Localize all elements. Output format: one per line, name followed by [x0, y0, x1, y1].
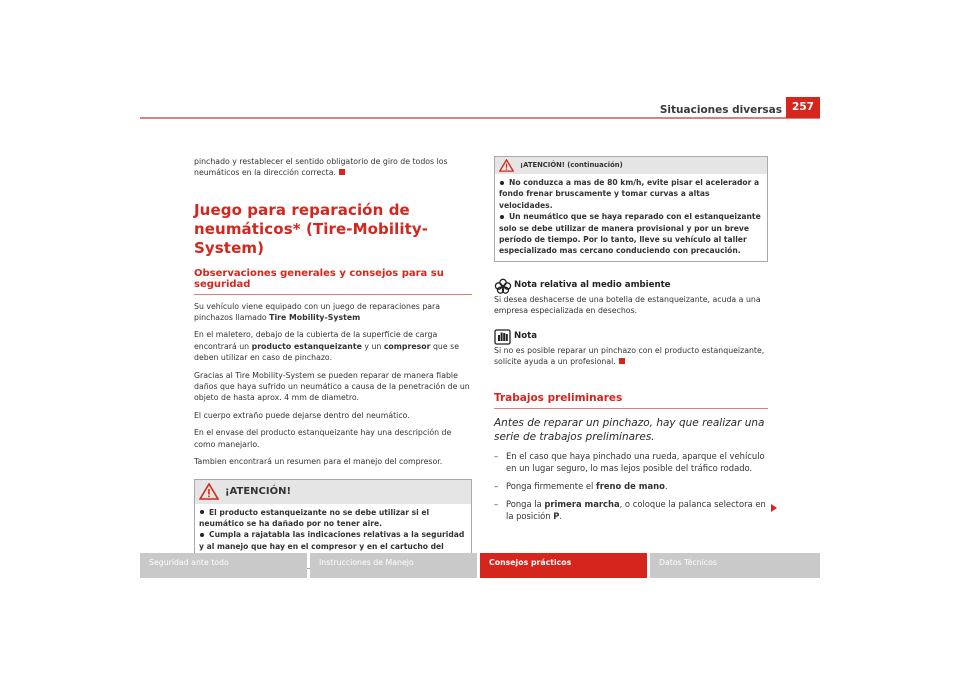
bullet-icon — [500, 181, 504, 185]
warning-item: Cumpla a rajatabla las indicaciones relativas a la seguridad y al manejo que hay en el compresor y en el cartucho del — [199, 530, 465, 551]
note-text: Si no es posible reparar un pinchazo con el producto estanqueizante, solicite ayuda a un profesional. — [494, 345, 765, 367]
step-item: – Ponga la primera marcha, o coloque la palanca selectora en la posición P. — [494, 498, 766, 521]
section-title: Situaciones diversas — [659, 104, 782, 116]
preliminary-intro: Antes de reparar un pinchazo, hay que realizar una serie de trabajos preliminares. — [494, 416, 765, 443]
end-of-section-icon — [339, 169, 345, 175]
warning-item: El producto estanqueizante no se debe utilizar si el neumático se ha dañado por no tener aire. — [199, 507, 430, 528]
section-heading: Juego para reparación de neumáticos* (Tire-Mobility-System) — [194, 200, 429, 257]
warning-triangle-icon — [199, 483, 219, 500]
tab-seguridad[interactable]: Seguridad ante todo — [140, 553, 307, 578]
subsection-heading: Observaciones generales y consejos para su seguridad — [194, 268, 472, 295]
warning-continued-title: ¡ATENCIÓN! (continuación) — [520, 160, 623, 169]
bullet-icon — [200, 533, 204, 537]
tab-datos-tecnicos[interactable]: Datos Técnicos — [650, 553, 820, 578]
paragraph-compressor: Tambien encontrará un resumen para el manejo del compresor. — [194, 457, 443, 467]
left-column — [194, 156, 472, 569]
paragraph-trunk: En el maletero, debajo de la cubierta de la superficie de carga encontrará un producto estanqueizante y un compresor que se deben utilizar en caso de pinchazo. — [194, 330, 459, 363]
subsection-heading-preliminary: Trabajos preliminares — [494, 393, 768, 408]
paragraph-foreign-body: El cuerpo extraño puede dejarse dentro del neumático. — [194, 410, 410, 420]
note-hand-icon — [494, 329, 512, 345]
warning-continued-box — [494, 156, 768, 262]
environment-note-text: Si desea deshacerse de una botella de estanqueizante, acuda a una empresa especializada en desechos. — [494, 294, 761, 316]
environment-note-heading: Nota relativa al medio ambiente — [494, 278, 768, 294]
header-rule — [140, 117, 820, 119]
right-column — [494, 156, 768, 522]
step-item: – Ponga firmemente el freno de mano. — [494, 480, 668, 491]
warning-item: No conduzca a mas de 80 km/h, evite pisar el acelerador a fondo frenar bruscamente y tomar curvas a altas velocidades. — [499, 178, 760, 210]
next-page-arrow-icon[interactable] — [771, 504, 777, 512]
bullet-icon — [200, 510, 204, 514]
step-item: – En el caso que haya pinchado una rueda, aparque el vehículo en un lugar seguro, lo mas lejos posible del tráfico rodado. — [494, 450, 765, 473]
tab-consejos[interactable]: Consejos prácticos — [480, 553, 647, 578]
note-heading: Nota — [494, 329, 768, 345]
end-of-section-icon — [619, 358, 625, 364]
warning-triangle-icon — [499, 159, 514, 172]
page-number-badge: 257 — [786, 97, 820, 118]
warning-title: ¡ATENCIÓN! — [225, 485, 292, 497]
warning-continued-body — [495, 174, 767, 261]
warning-continued-header — [495, 157, 767, 174]
warning-header — [195, 480, 471, 504]
paragraph-description: En el envase del producto estanqueizante hay una descripción de como manejarlo. — [194, 428, 452, 449]
environment-flower-icon — [494, 278, 512, 294]
intro-paragraph: pinchado y restablecer el sentido obligatorio de giro de todos los neumáticos en la dirección correcta. — [194, 157, 448, 178]
bullet-icon — [500, 215, 504, 219]
warning-item: Un neumático que se haya reparado con el estanqueizante solo se debe utilizar de manera provisional y por un breve período de tiempo. Por lo tanto, lleve su vehículo al taller especializado mas cercano conduciendo con precaución. — [499, 212, 761, 256]
paragraph-repair: Gracias al Tire Mobility-System se pueden reparar de manera fiable daños que haya sufrido un neumático a causa de la penetración de un objeto de hasta aprox. 4 mm de diametro. — [194, 370, 470, 403]
paragraph-intro-kit: Su vehículo viene equipado con un juego de reparaciones para pinchazos llamado Tire Mobility-System — [194, 301, 441, 323]
tab-instrucciones[interactable]: Instrucciones de Manejo — [310, 553, 477, 578]
